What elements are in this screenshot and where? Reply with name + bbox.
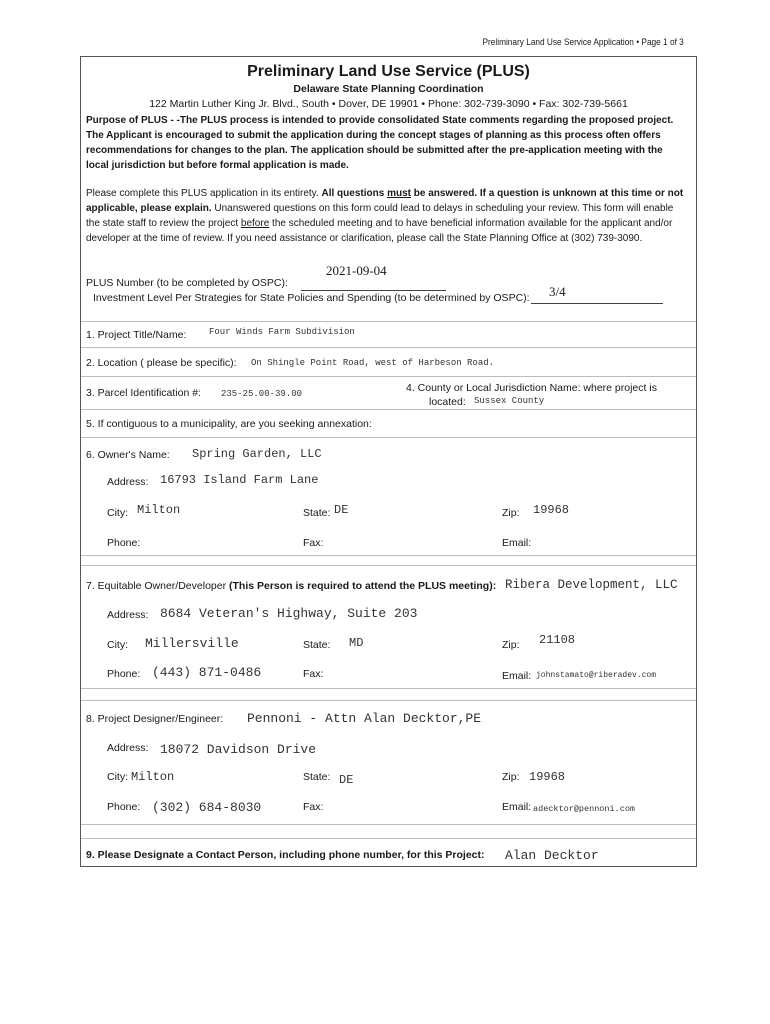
q8-phone-label: Phone: <box>107 801 141 813</box>
q8-label: 8. Project Designer/Engineer: <box>86 713 224 725</box>
q7-label-pre: 7. Equitable Owner/Developer <box>86 580 229 592</box>
q8-zip-label: Zip: <box>502 771 520 783</box>
q6-zip-label: Zip: <box>502 507 520 519</box>
q4-label-located: located: <box>429 396 466 408</box>
q6-email-label: Email: <box>502 537 532 549</box>
developer-phone-field[interactable]: (443) 871-0486 <box>152 665 262 680</box>
q7-label-note: (This Person is required to attend the PLUS meeting): <box>229 580 497 592</box>
divider <box>81 347 696 348</box>
form-title: Preliminary Land Use Service (PLUS) <box>247 63 530 80</box>
plus-application-form <box>80 56 697 867</box>
investment-level-label: Investment Level Per Strategies for State Policies and Spending (to be determined by OSPC): <box>93 292 530 304</box>
developer-zip-field[interactable]: 21108 <box>539 633 576 647</box>
instr-before: before <box>240 218 270 229</box>
developer-state-field[interactable]: MD <box>349 636 364 650</box>
instr-2: All questions <box>321 188 388 199</box>
q6-state-label: State: <box>303 507 331 519</box>
q8-fax-label: Fax: <box>303 801 324 813</box>
divider <box>81 700 696 701</box>
q8-email-label: Email: <box>502 801 532 813</box>
purpose-paragraph <box>86 113 686 173</box>
divider <box>81 688 696 689</box>
developer-name-field[interactable]: Ribera Development, LLC <box>505 578 678 592</box>
engineer-address-field[interactable]: 18072 Davidson Drive <box>160 742 317 757</box>
instr-5: Unanswered questions on this form could lead to delays in scheduling your review. This form will enable the state staff to review the project <box>86 203 674 229</box>
instr-1: Please complete this PLUS application in its entirety. <box>86 188 322 199</box>
plus-number-underline <box>301 290 446 291</box>
q5-label: 5. If contiguous to a municipality, are you seeking annexation: <box>86 418 372 430</box>
jurisdiction-field[interactable]: Sussex County <box>474 396 545 406</box>
q7-zip-label: Zip: <box>502 639 520 651</box>
q8-address-label: Address: <box>107 742 149 754</box>
q7-state-label: State: <box>303 639 331 651</box>
page-header: Preliminary Land Use Service Application • Page 1 of 3 <box>482 37 684 47</box>
q7-label <box>86 580 496 592</box>
q6-city-label: City: <box>107 507 128 519</box>
q4-label: 4. County or Local Jurisdiction Name: where project is <box>406 382 657 394</box>
instructions-paragraph <box>86 186 686 246</box>
instr-7: the scheduled meeting and to have beneficial information available for the applicant and/or developer at the time of review. If you need assistance or clarification, please call the State Planning Office at (302) 739-3090. <box>86 218 673 244</box>
q3-label: 3. Parcel Identification #: <box>86 387 201 399</box>
divider <box>81 409 696 410</box>
developer-email-field[interactable]: johnstamato@riberadev.com <box>536 671 657 680</box>
divider <box>81 376 696 377</box>
q8-city-label: City: <box>107 771 128 783</box>
q6-phone-label: Phone: <box>107 537 141 549</box>
q7-email-label: Email: <box>502 670 532 682</box>
engineer-email-field[interactable]: adecktor@pennoni.com <box>533 804 636 814</box>
owner-address-field[interactable]: 16793 Island Farm Lane <box>160 473 319 487</box>
q6-label: 6. Owner's Name: <box>86 449 170 461</box>
engineer-state-field[interactable]: DE <box>339 773 354 787</box>
divider <box>81 555 696 556</box>
developer-city-field[interactable]: Millersville <box>145 636 239 651</box>
q6-address-label: Address: <box>107 476 149 488</box>
investment-level-value[interactable]: 3/4 <box>549 284 566 299</box>
divider <box>81 838 696 839</box>
form-subtitle: Delaware State Planning Coordination <box>293 83 484 95</box>
project-title-field[interactable]: Four Winds Farm Subdivision <box>209 327 355 337</box>
owner-city-field[interactable]: Milton <box>137 503 181 517</box>
q7-address-label: Address: <box>107 609 149 621</box>
parcel-id-field[interactable]: 235-25.00-39.00 <box>221 389 303 399</box>
instr-must: must <box>387 188 411 199</box>
engineer-name-field[interactable]: Pennoni - Attn Alan Decktor,PE <box>247 711 482 726</box>
engineer-phone-field[interactable]: (302) 684-8030 <box>152 800 262 815</box>
contact-person-field[interactable]: Alan Decktor <box>505 848 599 863</box>
instr-4: be answered. If a question is unknown at this time or not applicable, please explain. <box>86 188 684 214</box>
divider <box>81 824 696 825</box>
developer-address-field[interactable]: 8684 Veteran's Highway, Suite 203 <box>160 606 418 621</box>
owner-name-field[interactable]: Spring Garden, LLC <box>192 447 322 461</box>
q7-phone-label: Phone: <box>107 668 141 680</box>
plus-number-value[interactable]: 2021-09-04 <box>326 263 387 278</box>
office-address: 122 Martin Luther King Jr. Blvd., South • Dover, DE 19901 • Phone: 302-739-3090 • Fax: 302-739-5661 <box>149 98 628 110</box>
owner-state-field[interactable]: DE <box>334 503 349 517</box>
divider <box>81 565 696 566</box>
q7-fax-label: Fax: <box>303 668 324 680</box>
purpose-lead: Purpose of PLUS - - <box>86 115 180 126</box>
divider <box>81 321 696 322</box>
q2-label: 2. Location ( please be specific): <box>86 357 237 369</box>
engineer-city-field[interactable]: Milton <box>131 770 175 784</box>
q7-city-label: City: <box>107 639 128 651</box>
q6-fax-label: Fax: <box>303 537 324 549</box>
plus-number-label: PLUS Number (to be completed by OSPC): <box>86 277 288 289</box>
purpose-text: The PLUS process is intended to provide consolidated State comments regarding the proposed project. The Applicant is encouraged to submit the application during the concept stages of planning as this process often offers recommendations for changes to the plan. The application should be submitted after the pre-application meeting with the local jurisdiction but before formal application is made. <box>86 115 674 171</box>
location-field[interactable]: On Shingle Point Road, west of Harbeson Road. <box>251 358 495 368</box>
q1-label: 1. Project Title/Name: <box>86 329 187 341</box>
q8-state-label: State: <box>303 771 331 783</box>
investment-level-underline <box>531 303 663 304</box>
engineer-zip-field[interactable]: 19968 <box>529 770 566 784</box>
q9-label: 9. Please Designate a Contact Person, including phone number, for this Project: <box>86 849 485 861</box>
owner-zip-field[interactable]: 19968 <box>533 503 570 517</box>
divider <box>81 437 696 438</box>
